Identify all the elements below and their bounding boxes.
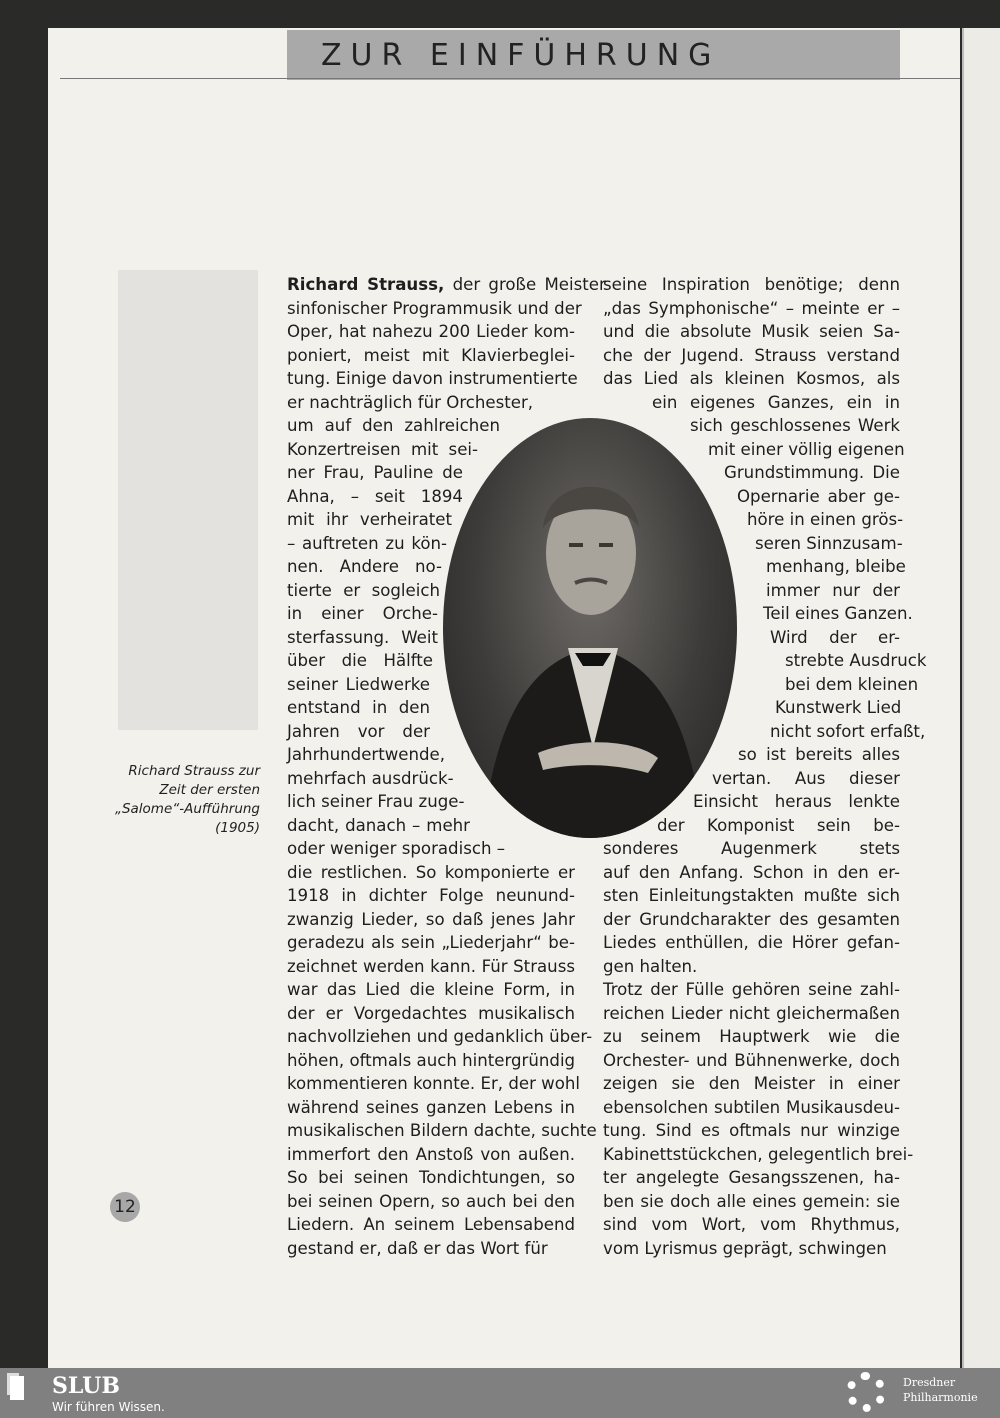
col1-text-line: [287, 1072, 581, 1095]
section-title: ZUR EINFÜHRUNG: [321, 38, 721, 73]
col1-text-line: [287, 1096, 575, 1119]
col2-text-line: Grundstimmung. Die: [724, 463, 900, 482]
line-text: sinfonischer Programmusik und der: [287, 298, 582, 318]
line-text: er nachträglich für Orchester,: [287, 392, 534, 412]
col2-text-line: seine Inspiration benötige; denn: [603, 275, 900, 294]
line-text: sterfassung. Weit: [287, 627, 438, 647]
col1-text-line: [287, 438, 478, 461]
line-text: Jahrhundertwende,: [287, 745, 446, 764]
col2-text-line: Einsicht heraus lenkte: [693, 792, 900, 811]
col2-text-line: vertan. Aus dieser: [712, 768, 900, 788]
col2-text-line: seren Sinnzusam-: [755, 533, 903, 553]
line-text: der große Meister: [444, 275, 606, 294]
col1-text-line: [287, 743, 446, 766]
col1-text-line: [287, 602, 438, 625]
col1-text-line: [287, 532, 447, 555]
photo-caption: [100, 762, 260, 838]
col1-text-line: [287, 579, 440, 602]
col1-text-line: [287, 367, 578, 390]
col1-text-line: [287, 908, 575, 931]
col1-text-line: [287, 297, 582, 320]
caption-panel: [118, 270, 258, 730]
line-text: zeichnet werden kann. Für Strauss: [287, 956, 575, 976]
line-text: die restlichen. So komponierte er: [287, 862, 575, 882]
line-text: nachvollziehen und gedanklich über-: [287, 1027, 593, 1046]
header-rule: [60, 78, 960, 79]
partner-name-line2: Philharmonie: [903, 1391, 978, 1404]
col1-text-line: [287, 1166, 575, 1189]
line-text: Liedern. An seinem Lebensabend: [287, 1215, 575, 1234]
col2-text-line: sten Einleitungstakten mußte sich: [603, 886, 900, 905]
col2-text-line: Orchester- und Bühnenwerke, doch: [603, 1050, 900, 1070]
line-text: der er Vorgedachtes musikalisch: [287, 1003, 575, 1023]
col1-text-line: [287, 649, 433, 672]
col1-text-line: [287, 955, 575, 978]
col2-text-line: nicht sofort erfaßt,: [770, 721, 926, 741]
col1-text-line: [287, 344, 575, 367]
col1-text-line: [287, 673, 430, 696]
col2-text-line: der Komponist sein be-: [657, 815, 900, 835]
line-text: Jahren vor der: [287, 721, 430, 741]
col2-text-line: „das Symphonische“ – meinte er –: [603, 298, 900, 318]
col2-text-line: Wird der er-: [770, 627, 900, 647]
col2-text-line: und die absolute Musik seien Sa-: [603, 322, 900, 341]
col2-text-line: mit einer völlig eigenen: [708, 439, 905, 459]
col2-text-line: zeigen sie den Meister in einer: [603, 1074, 900, 1093]
col2-text-line: reichen Lieder nicht gleichermaßen: [603, 1003, 900, 1023]
line-text: um auf den zahlreichen: [287, 416, 500, 435]
col1-text-line: [287, 391, 547, 414]
line-text: tierte er sogleich: [287, 580, 440, 600]
col1-text-line: [287, 461, 463, 484]
col1-text-line: [287, 884, 575, 907]
col1-text-line: [287, 814, 470, 837]
col1-text-line: [287, 508, 452, 531]
line-text: dacht, danach – mehr: [287, 815, 470, 835]
page-number: 12: [110, 1192, 140, 1222]
line-text: mit ihr verheiratet: [287, 510, 452, 529]
col1-text-line: [287, 1119, 597, 1142]
col2-text-line: das Lied als kleinen Kosmos, als: [603, 369, 900, 388]
col2-text-line: sonderes Augenmerk stets: [603, 839, 900, 858]
portrait-photo: [443, 418, 737, 838]
line-text: zwanzig Lieder, so daß jenes Jahr: [287, 909, 575, 929]
col2-text-line: ben sie doch alle eines gemein: sie: [603, 1191, 900, 1211]
col2-text-line: so ist bereits alles: [738, 745, 900, 764]
footer-bar: [0, 1368, 1000, 1418]
col1-text-line: [287, 320, 575, 343]
line-text: Oper, hat nahezu 200 Lieder kom-: [287, 322, 575, 341]
col2-text-line: bei dem kleinen: [785, 674, 919, 694]
line-text: immerfort den Anstoß von außen.: [287, 1144, 575, 1164]
col2-text-line: Teil eines Ganzen.: [763, 604, 913, 623]
line-text: bei seinen Opern, so auch bei den: [287, 1191, 575, 1211]
col1-text-line: [287, 1213, 575, 1236]
caption-line: (1905): [215, 820, 260, 836]
caption-line: Zeit der ersten: [159, 782, 260, 798]
line-text: ner Frau, Pauline de: [287, 463, 463, 482]
col1-text-line: [287, 626, 438, 649]
col1-text-line: [287, 720, 430, 743]
line-text: kommentieren konnte. Er, der wohl: [287, 1074, 581, 1093]
col1-text-line: [287, 273, 606, 296]
partner-name-line1: Dresdner: [903, 1376, 956, 1389]
line-text: über die Hälfte: [287, 651, 433, 670]
col1-text-line: [287, 790, 465, 813]
col1-text-line: [287, 1237, 575, 1260]
line-text: in einer Orche-: [287, 604, 438, 623]
col2-text-line: zu seinem Hauptwerk wie die: [603, 1027, 900, 1046]
caption-line: Richard Strauss zur: [128, 763, 260, 779]
col1-text-line: [287, 696, 430, 719]
line-text: poniert, meist mit Klavierbeglei-: [287, 345, 575, 365]
col1-text-line: [287, 1190, 575, 1213]
col2-text-line: Trotz der Fülle gehören seine zahl-: [603, 980, 900, 999]
col2-text-line: Liedes enthüllen, die Hörer gefan-: [603, 933, 900, 952]
line-text: gestand er, daß er das Wort für: [287, 1238, 548, 1258]
line-text: musikalischen Bildern dachte, suchte: [287, 1121, 597, 1140]
slub-logo-text: SLUB: [52, 1373, 120, 1399]
col2-text-line: Kunstwerk Lied: [775, 698, 902, 717]
col2-text-line: ein eigenes Ganzes, ein in: [652, 392, 900, 412]
adjacent-page-edge: [962, 28, 1000, 1368]
col2-text-line: auf den Anfang. Schon in den er-: [603, 862, 900, 882]
col1-text-line: [287, 1049, 575, 1072]
slub-tagline: Wir führen Wissen.: [52, 1400, 165, 1414]
line-text: war das Lied die kleine Form, in: [287, 980, 575, 999]
col1-text-line: [287, 1002, 575, 1025]
col1-text-line: [287, 485, 463, 508]
col2-text-line: vom Lyrismus geprägt, schwingen: [603, 1238, 887, 1258]
col2-text-line: Opernarie aber ge-: [737, 486, 900, 506]
col1-text-line: [287, 414, 500, 437]
author-name: Richard Strauss,: [287, 275, 445, 294]
line-text: So bei seinen Tondichtungen, so: [287, 1168, 575, 1187]
col2-text-line: strebte Ausdruck: [785, 651, 927, 670]
col1-text-line: [287, 1025, 593, 1048]
philharmonie-logo-icon: [846, 1372, 886, 1412]
col2-text-line: ter angelegte Gesangsszenen, ha-: [603, 1168, 900, 1187]
caption-line: „Salome“-Aufführung: [114, 801, 260, 817]
col2-text-line: Kabinettstückchen, gelegentlich brei-: [603, 1144, 914, 1164]
col2-text-line: gen halten.: [603, 956, 698, 976]
col1-text-line: [287, 978, 575, 1001]
line-text: – auftreten zu kön-: [287, 533, 447, 553]
col2-text-line: sind vom Wort, vom Rhythmus,: [603, 1215, 900, 1234]
line-text: lich seiner Frau zuge-: [287, 792, 465, 811]
line-text: Konzertreisen mit sei-: [287, 439, 478, 459]
line-text: tung. Einige davon instrumentierte: [287, 369, 578, 388]
section-header: [287, 30, 900, 80]
line-text: oder weniger sporadisch –: [287, 839, 506, 858]
line-text: geradezu als sein „Liederjahr“ be-: [287, 933, 575, 952]
col2-text-line: der Grundcharakter des gesamten: [603, 909, 900, 929]
col2-text-line: tung. Sind es oftmals nur winzige: [603, 1121, 900, 1140]
col2-text-line: menhang, bleibe: [766, 557, 906, 576]
line-text: nen. Andere no-: [287, 557, 442, 576]
line-text: 1918 in dichter Folge neunund-: [287, 886, 575, 905]
col2-text-line: höre in einen grös-: [747, 510, 904, 529]
col1-text-line: [287, 837, 540, 860]
col1-text-line: [287, 861, 575, 884]
slub-logo-icon: [10, 1376, 24, 1400]
line-text: höhen, oftmals auch hintergründig: [287, 1050, 576, 1070]
line-text: mehrfach ausdrück-: [287, 768, 454, 788]
col1-text-line: [287, 931, 575, 954]
col1-text-line: [287, 555, 442, 578]
col1-text-line: [287, 1143, 575, 1166]
col2-text-line: immer nur der: [766, 580, 900, 600]
line-text: entstand in den: [287, 698, 430, 717]
col2-text-line: ebensolchen subtilen Musikausdeu-: [603, 1097, 900, 1117]
col1-text-line: [287, 767, 454, 790]
col2-text-line: sich geschlossenes Werk: [690, 416, 900, 435]
line-text: während seines ganzen Lebens in: [287, 1097, 575, 1117]
line-text: Ahna, – seit 1894: [287, 486, 463, 506]
line-text: seiner Liedwerke: [287, 674, 430, 694]
col2-text-line: che der Jugend. Strauss verstand: [603, 345, 900, 365]
